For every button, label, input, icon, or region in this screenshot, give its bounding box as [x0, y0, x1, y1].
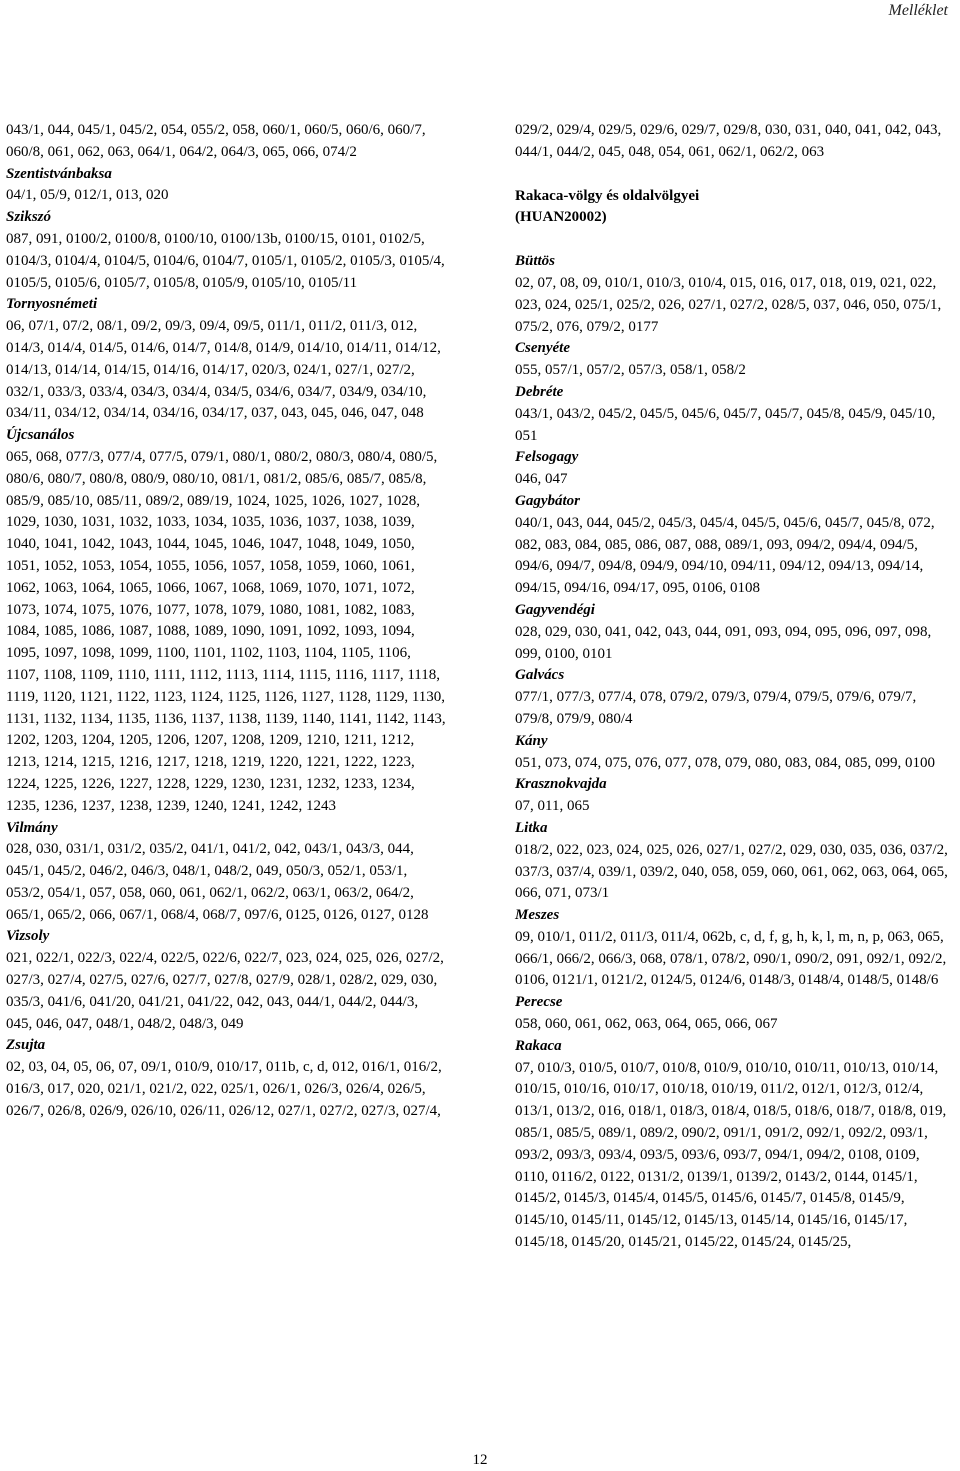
place-name: Szentistvánbaksa [6, 165, 112, 182]
place-name: Litka [515, 819, 548, 836]
place-name: Vilmány [6, 819, 58, 836]
spacer [515, 164, 955, 186]
parcel-numbers: 087, 091, 0100/2, 0100/8, 0100/10, 0100/13b, 0100/15, 0101, 0102/5, 0104/3, 0104/4, 0104/5, 0104/6, 0104/7, 0105/1, 0105/2, 0105/3, 0105/4, 0105/5, 0105/6, 0105/7, 0105/8, 0105/9, 0105/10, 0105/11 [6, 230, 445, 291]
parcel-numbers: 02, 07, 08, 09, 010/1, 010/3, 010/4, 015, 016, 017, 018, 019, 021, 022, 023, 024, 025/1, 025/2, 026, 027/1, 027/2, 028/5, 037, 046, 050, 075/1, 075/2, 076, 079/2, 0177 [515, 274, 942, 335]
place-name: Galvács [515, 667, 565, 684]
place-name: Gagybátor [515, 492, 580, 509]
place-name: Debréte [515, 383, 564, 400]
parcel-numbers: 07, 010/3, 010/5, 010/7, 010/8, 010/9, 010/10, 010/11, 010/13, 010/14, 010/15, 010/16, 010/17, 010/18, 010/19, 011/2, 012/1, 012/3, 012/4, 013/1, 013/2, 016, 018/1, 018/3, 018/4, 018/5, 018/6, 018/7, 018/8, 019, 085/1, 085/5, 089/1, 089/2, 090/2, 091/1, 091/2, 092/1, 092/2, 093/1, 093/2, 093/3, 093/4, 093/5, 093/6, 093/7, 094/1, 094/2, 0108, 0109, 0110, 0116/2, 0122, 0131/2, 0139/1, 0139/2, 0143/2, 0144, 0145/1, 0145/2, 0145/3, 0145/4, 0145/5, 0145/6, 0145/7, 0145/8, 0145/9, 0145/10, 0145/11, 0145/12, 0145/13, 0145/14, 0145/16, 0145/17, 0145/18, 0145/20, 0145/21, 0145/22, 0145/24, 0145/25, [515, 1059, 947, 1251]
parcel-numbers: 021, 022/1, 022/3, 022/4, 022/5, 022/6, 022/7, 023, 024, 025, 026, 027/2, 027/3, 027/4, 027/5, 027/6, 027/7, 027/8, 027/9, 028/1, 028/2, 029, 030, 035/3, 041/6, 041/20, 041/21, 041/22, 042, 043, 044/1, 044/2, 044/3, 045, 046, 047, 048/1, 048/2, 048/3, 049 [6, 950, 444, 1032]
parcel-numbers: 07, 011, 065 [515, 798, 590, 815]
parcel-numbers: 058, 060, 061, 062, 063, 064, 065, 066, 067 [515, 1016, 778, 1033]
parcel-numbers: 018/2, 022, 023, 024, 025, 026, 027/1, 027/2, 029, 030, 035, 036, 037/2, 037/3, 037/4, 039/1, 039/2, 040, 058, 059, 060, 061, 062, 063, 064, 065, 066, 071, 073/1 [515, 841, 948, 902]
parcel-numbers: 040/1, 043, 044, 045/2, 045/3, 045/4, 045/5, 045/6, 045/7, 045/8, 072, 082, 083, 084, 085, 086, 087, 088, 089/1, 093, 094/2, 094/4, 094/5, 094/6, 094/7, 094/8, 094/9, 094/10, 094/11, 094/12, 094/13, 094/14, 094/15, 094/16, 094/17, 095, 0106, 0108 [515, 514, 935, 597]
page-header: Melléklet [888, 2, 948, 19]
parcel-numbers: 06, 07/1, 07/2, 08/1, 09/2, 09/3, 09/4, 09/5, 011/1, 011/2, 011/3, 012, 014/3, 014/4, 014/5, 014/6, 014/7, 014/8, 014/9, 014/10, 014/11, 014/12, 014/13, 014/14, 014/15, 014/16, 014/17, 020/3, 024/1, 027/1, 027/2, 032/1, 033/3, 033/4, 034/3, 034/4, 034/5, 034/6, 034/7, 034/9, 034/10, 034/11, 034/12, 034/14, 034/16, 034/17, 037, 043, 045, 046, 047, 048 [6, 318, 441, 422]
parcel-numbers: 043/1, 044, 045/1, 045/2, 054, 055/2, 058, 060/1, 060/5, 060/6, 060/7, 060/8, 061, 062, 063, 064/1, 064/2, 064/3, 065, 066, 074/2 [6, 122, 426, 160]
parcel-numbers: 04/1, 05/9, 012/1, 013, 020 [6, 187, 169, 204]
parcel-numbers: 028, 030, 031/1, 031/2, 035/2, 041/1, 041/2, 042, 043/1, 043/3, 044, 045/1, 045/2, 046/2, 046/3, 048/1, 048/2, 049, 050/3, 052/1, 053/1, 053/2, 054/1, 057, 058, 060, 061, 062/1, 062/2, 063/1, 063/2, 064/2, 065/1, 065/2, 066, 067/1, 068/4, 068/7, 097/6, 0125, 0126, 0127, 0128 [6, 841, 429, 923]
place-name: Zsujta [6, 1037, 46, 1054]
parcel-numbers: 09, 010/1, 011/2, 011/3, 011/4, 062b, c, d, f, g, h, k, l, m, n, p, 063, 065, 066/1, 066/2, 066/3, 068, 078/1, 078/2, 090/1, 090/2, 091, 092/1, 092/2, 0106, 0121/1, 0121/2, 0124/5, 0124/6, 0148/3, 0148/4, 0148/5, 0148/6 [515, 928, 947, 989]
parcel-numbers: 051, 073, 074, 075, 076, 077, 078, 079, 080, 083, 084, 085, 099, 0100 [515, 754, 935, 771]
place-name: Újcsanálos [6, 427, 75, 444]
parcel-numbers: 029/2, 029/4, 029/5, 029/6, 029/7, 029/8, 030, 031, 040, 041, 042, 043, 044/1, 044/2, 045, 048, 054, 061, 062/1, 062/2, 063 [515, 122, 942, 160]
place-name: Gagyvendégi [515, 601, 595, 618]
place-name: Szikszó [6, 209, 52, 226]
left-column [6, 120, 446, 1123]
parcel-numbers: 077/1, 077/3, 077/4, 078, 079/2, 079/3, 079/4, 079/5, 079/6, 079/7, 079/8, 079/9, 080/4 [515, 689, 917, 727]
parcel-numbers: 055, 057/1, 057/2, 057/3, 058/1, 058/2 [515, 362, 746, 379]
parcel-numbers: 028, 029, 030, 041, 042, 043, 044, 091, 093, 094, 095, 096, 097, 098, 099, 0100, 0101 [515, 623, 932, 662]
place-name: Felsogagy [515, 449, 579, 466]
right-column [515, 120, 955, 1254]
place-name: Csenyéte [515, 340, 570, 357]
parcel-numbers: 043/1, 043/2, 045/2, 045/5, 045/6, 045/7, 045/7, 045/8, 045/9, 045/10, 051 [515, 405, 936, 444]
parcel-numbers: 02, 03, 04, 05, 06, 07, 09/1, 010/9, 010/17, 011b, c, d, 012, 016/1, 016/2, 016/3, 017, 020, 021/1, 021/2, 022, 025/1, 026/1, 026/3, 026/4, 026/5, 026/7, 026/8, 026/9, 026/10, 026/11, 026/12, 027/1, 027/2, 027/3, 027/4, [6, 1059, 442, 1119]
spacer [515, 229, 955, 251]
section-title: (HUAN20002) [515, 209, 607, 226]
place-name: Krasznokvajda [515, 776, 607, 793]
place-name: Vizsoly [6, 928, 50, 945]
page-number: 12 [472, 1452, 488, 1468]
parcel-numbers: 065, 068, 077/3, 077/4, 077/5, 079/1, 080/1, 080/2, 080/3, 080/4, 080/5, 080/6, 080/7, 080/8, 080/9, 080/10, 081/1, 081/2, 085/6, 085/7, 085/8, 085/9, 085/10, 085/11, 089/2, 089/19, 1024, 1025, 1026, 1027, 1028, 1029, 1030, 1031, 1032, 1033, 1034, 1035, 1036, 1037, 1038, 1039, 1040, 1041, 1042, 1043, 1044, 1045, 1046, 1047, 1048, 1049, 1050, 1051, 1052, 1053, 1054, 1055, 1056, 1057, 1058, 1059, 1060, 1061, 1062, 1063, 1064, 1065, 1066, 1067, 1068, 1069, 1070, 1071, 1072, 1073, 1074, 1075, 1076, 1077, 1078, 1079, 1080, 1081, 1082, 1083, 1084, 1085, 1086, 1087, 1088, 1089, 1090, 1091, 1092, 1093, 1094, 1095, 1097, 1098, 1099, 1100, 1101, 1102, 1103, 1104, 1105, 1106, 1107, 1108, 1109, 1110, 1111, 1112, 1113, 1114, 1115, 1116, 1117, 1118, 1119, 1120, 1121, 1122, 1123, 1124, 1125, 1126, 1127, 1128, 1129, 1130, 1131, 1132, 1134, 1135, 1136, 1137, 1138, 1139, 1140, 1141, 1142, 1143, 1202, 1203, 1204, 1205, 1206, 1207, 1208, 1209, 1210, 1211, 1212, 1213, 1214, 1215, 1216, 1217, 1218, 1219, 1220, 1221, 1222, 1223, 1224, 1225, 1226, 1227, 1228, 1229, 1230, 1231, 1232, 1233, 1234, 1235, 1236, 1237, 1238, 1239, 1240, 1241, 1242, 1243 [6, 448, 446, 814]
place-name: Tornyosnémeti [6, 296, 98, 313]
section-title: Rakaca-völgy és oldalvölgyei [515, 187, 700, 204]
place-name: Meszes [515, 907, 560, 924]
place-name: Büttös [515, 253, 556, 270]
place-name: Perecse [515, 994, 563, 1011]
place-name: Kány [515, 732, 548, 749]
parcel-numbers: 046, 047 [515, 471, 568, 488]
place-name: Rakaca [515, 1037, 562, 1054]
